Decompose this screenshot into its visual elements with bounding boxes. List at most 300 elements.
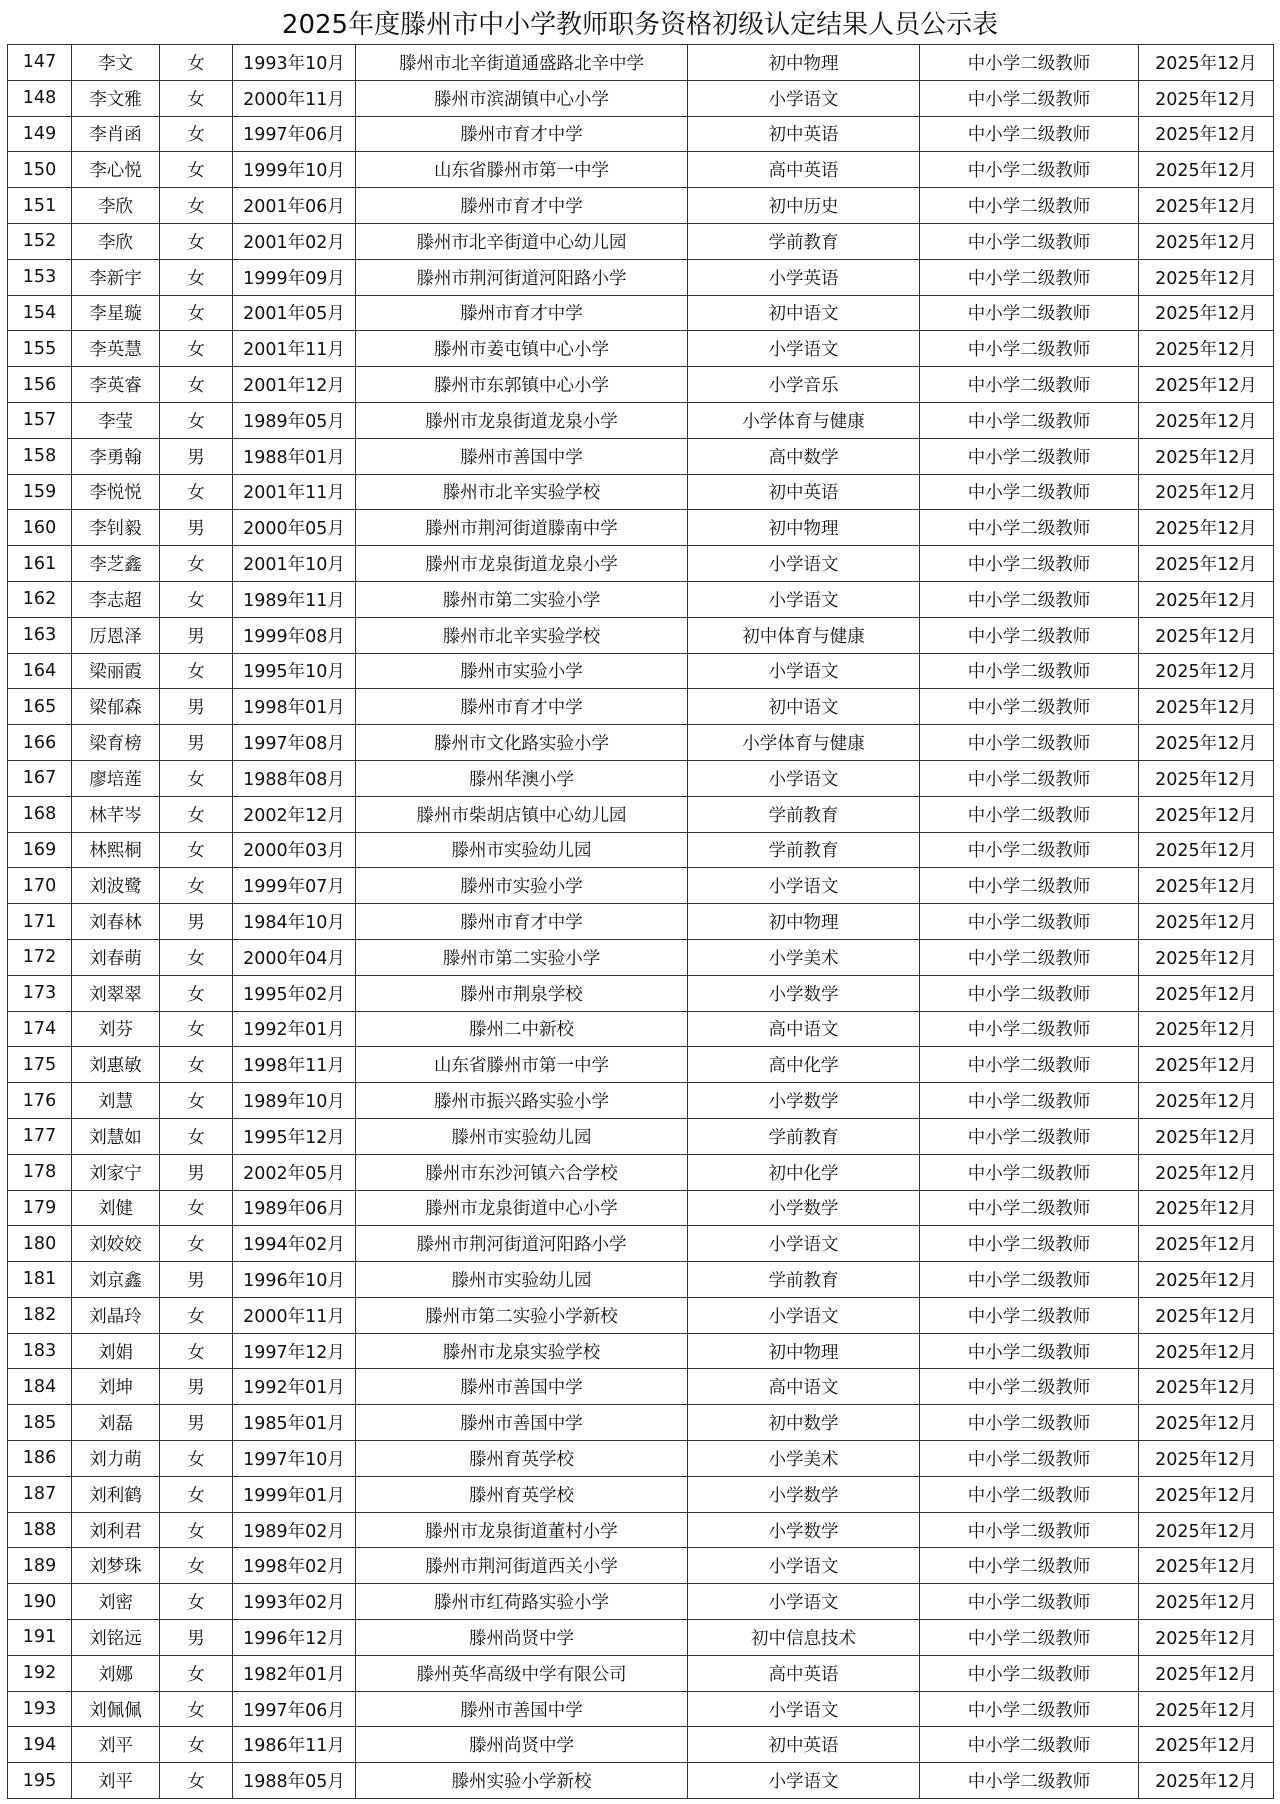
cell-gender: 女 — [160, 188, 233, 224]
cell-school: 山东省滕州市第一中学 — [356, 152, 688, 188]
cell-subject: 小学语文 — [688, 581, 920, 617]
cell-birth-date: 2001年11月 — [233, 331, 356, 367]
cell-index: 156 — [8, 367, 72, 403]
cell-title: 中小学二级教师 — [920, 1727, 1139, 1763]
cell-birth-date: 2000年05月 — [233, 510, 356, 546]
cell-date: 2025年12月 — [1139, 975, 1274, 1011]
cell-school: 滕州市育才中学 — [356, 116, 688, 152]
cell-name: 刘慧 — [72, 1083, 160, 1119]
cell-index: 168 — [8, 796, 72, 832]
cell-title: 中小学二级教师 — [920, 868, 1139, 904]
cell-school: 滕州市文化路实验小学 — [356, 725, 688, 761]
cell-name: 李新宇 — [72, 259, 160, 295]
cell-index: 148 — [8, 80, 72, 116]
cell-name: 刘利鹤 — [72, 1476, 160, 1512]
cell-name: 林熙桐 — [72, 832, 160, 868]
cell-title: 中小学二级教师 — [920, 653, 1139, 689]
cell-name: 厉恩泽 — [72, 617, 160, 653]
cell-gender: 男 — [160, 1405, 233, 1441]
cell-index: 181 — [8, 1262, 72, 1298]
cell-title: 中小学二级教师 — [920, 1333, 1139, 1369]
cell-date: 2025年12月 — [1139, 760, 1274, 796]
cell-birth-date: 1989年10月 — [233, 1083, 356, 1119]
cell-date: 2025年12月 — [1139, 1476, 1274, 1512]
cell-gender: 女 — [160, 1691, 233, 1727]
cell-subject: 小学音乐 — [688, 367, 920, 403]
cell-date: 2025年12月 — [1139, 402, 1274, 438]
cell-school: 滕州市实验小学 — [356, 868, 688, 904]
cell-birth-date: 1993年02月 — [233, 1584, 356, 1620]
cell-title: 中小学二级教师 — [920, 116, 1139, 152]
cell-subject: 高中语文 — [688, 1369, 920, 1405]
cell-gender: 女 — [160, 1118, 233, 1154]
cell-school: 滕州英华高级中学有限公司 — [356, 1655, 688, 1691]
cell-subject: 初中历史 — [688, 188, 920, 224]
cell-birth-date: 1999年01月 — [233, 1476, 356, 1512]
table-row — [8, 1011, 1274, 1047]
cell-subject: 小学语文 — [688, 1763, 920, 1799]
cell-index: 184 — [8, 1369, 72, 1405]
roster-table — [7, 44, 1274, 1799]
cell-index: 164 — [8, 653, 72, 689]
cell-birth-date: 1995年12月 — [233, 1118, 356, 1154]
cell-school: 滕州市龙泉街道龙泉小学 — [356, 402, 688, 438]
cell-school: 滕州市育才中学 — [356, 295, 688, 331]
table-row — [8, 1691, 1274, 1727]
cell-birth-date: 2000年11月 — [233, 1297, 356, 1333]
cell-index: 165 — [8, 689, 72, 725]
cell-date: 2025年12月 — [1139, 1333, 1274, 1369]
cell-index: 151 — [8, 188, 72, 224]
table-row — [8, 1083, 1274, 1119]
cell-index: 169 — [8, 832, 72, 868]
table-row — [8, 1727, 1274, 1763]
cell-index: 170 — [8, 868, 72, 904]
cell-gender: 女 — [160, 1441, 233, 1477]
cell-gender: 女 — [160, 152, 233, 188]
cell-gender: 男 — [160, 689, 233, 725]
cell-date: 2025年12月 — [1139, 45, 1274, 81]
cell-school: 滕州实验小学新校 — [356, 1763, 688, 1799]
cell-name: 梁郁森 — [72, 689, 160, 725]
table-row — [8, 152, 1274, 188]
cell-school: 滕州市北辛街道通盛路北辛中学 — [356, 45, 688, 81]
cell-birth-date: 1995年10月 — [233, 653, 356, 689]
cell-date: 2025年12月 — [1139, 1727, 1274, 1763]
table-row — [8, 546, 1274, 582]
cell-date: 2025年12月 — [1139, 546, 1274, 582]
cell-date: 2025年12月 — [1139, 725, 1274, 761]
cell-title: 中小学二级教师 — [920, 510, 1139, 546]
cell-gender: 女 — [160, 939, 233, 975]
cell-school: 滕州市第二实验小学新校 — [356, 1297, 688, 1333]
table-row — [8, 1190, 1274, 1226]
cell-name: 刘惠敏 — [72, 1047, 160, 1083]
cell-subject: 初中物理 — [688, 45, 920, 81]
cell-birth-date: 2000年04月 — [233, 939, 356, 975]
table-row — [8, 438, 1274, 474]
cell-index: 149 — [8, 116, 72, 152]
cell-title: 中小学二级教师 — [920, 1620, 1139, 1656]
cell-name: 李星璇 — [72, 295, 160, 331]
cell-index: 185 — [8, 1405, 72, 1441]
cell-subject: 学前教育 — [688, 223, 920, 259]
cell-date: 2025年12月 — [1139, 223, 1274, 259]
cell-date: 2025年12月 — [1139, 1083, 1274, 1119]
cell-date: 2025年12月 — [1139, 796, 1274, 832]
cell-date: 2025年12月 — [1139, 1548, 1274, 1584]
cell-subject: 初中体育与健康 — [688, 617, 920, 653]
cell-school: 滕州市实验幼儿园 — [356, 832, 688, 868]
cell-gender: 女 — [160, 975, 233, 1011]
cell-birth-date: 1997年06月 — [233, 116, 356, 152]
cell-title: 中小学二级教师 — [920, 259, 1139, 295]
cell-index: 159 — [8, 474, 72, 510]
cell-birth-date: 2001年06月 — [233, 188, 356, 224]
cell-school: 滕州市实验幼儿园 — [356, 1262, 688, 1298]
cell-date: 2025年12月 — [1139, 581, 1274, 617]
cell-subject: 初中英语 — [688, 474, 920, 510]
cell-school: 滕州市龙泉街道龙泉小学 — [356, 546, 688, 582]
cell-school: 滕州市实验幼儿园 — [356, 1118, 688, 1154]
cell-name: 梁育榜 — [72, 725, 160, 761]
table-row — [8, 331, 1274, 367]
cell-date: 2025年12月 — [1139, 1154, 1274, 1190]
cell-name: 刘芬 — [72, 1011, 160, 1047]
cell-name: 刘娟 — [72, 1333, 160, 1369]
cell-birth-date: 1997年12月 — [233, 1333, 356, 1369]
cell-index: 154 — [8, 295, 72, 331]
table-row — [8, 939, 1274, 975]
cell-gender: 女 — [160, 1190, 233, 1226]
cell-name: 梁丽霞 — [72, 653, 160, 689]
cell-subject: 小学语文 — [688, 1584, 920, 1620]
cell-birth-date: 1989年05月 — [233, 402, 356, 438]
cell-date: 2025年12月 — [1139, 474, 1274, 510]
cell-subject: 小学数学 — [688, 1190, 920, 1226]
cell-index: 173 — [8, 975, 72, 1011]
cell-title: 中小学二级教师 — [920, 402, 1139, 438]
cell-index: 160 — [8, 510, 72, 546]
cell-name: 刘春萌 — [72, 939, 160, 975]
cell-title: 中小学二级教师 — [920, 1441, 1139, 1477]
cell-date: 2025年12月 — [1139, 295, 1274, 331]
cell-gender: 男 — [160, 1154, 233, 1190]
cell-index: 147 — [8, 45, 72, 81]
cell-subject: 高中英语 — [688, 152, 920, 188]
table-row — [8, 295, 1274, 331]
cell-subject: 小学语文 — [688, 1691, 920, 1727]
cell-birth-date: 2001年05月 — [233, 295, 356, 331]
cell-date: 2025年12月 — [1139, 1226, 1274, 1262]
cell-date: 2025年12月 — [1139, 1297, 1274, 1333]
table-row — [8, 868, 1274, 904]
table-row — [8, 1226, 1274, 1262]
table-row — [8, 1047, 1274, 1083]
cell-school: 滕州市第二实验小学 — [356, 939, 688, 975]
cell-birth-date: 1999年08月 — [233, 617, 356, 653]
cell-title: 中小学二级教师 — [920, 1262, 1139, 1298]
cell-index: 175 — [8, 1047, 72, 1083]
cell-date: 2025年12月 — [1139, 939, 1274, 975]
cell-school: 滕州市龙泉街道中心小学 — [356, 1190, 688, 1226]
cell-school: 滕州市育才中学 — [356, 188, 688, 224]
roster-body — [8, 45, 1274, 1799]
cell-name: 李勇翰 — [72, 438, 160, 474]
cell-school: 滕州市龙泉实验学校 — [356, 1333, 688, 1369]
cell-date: 2025年12月 — [1139, 904, 1274, 940]
cell-index: 158 — [8, 438, 72, 474]
cell-date: 2025年12月 — [1139, 1763, 1274, 1799]
cell-name: 李芝鑫 — [72, 546, 160, 582]
cell-subject: 初中物理 — [688, 510, 920, 546]
cell-name: 刘利君 — [72, 1512, 160, 1548]
cell-subject: 初中数学 — [688, 1405, 920, 1441]
cell-title: 中小学二级教师 — [920, 1548, 1139, 1584]
cell-index: 167 — [8, 760, 72, 796]
cell-gender: 男 — [160, 1369, 233, 1405]
cell-index: 195 — [8, 1763, 72, 1799]
cell-title: 中小学二级教师 — [920, 1369, 1139, 1405]
cell-gender: 女 — [160, 1047, 233, 1083]
cell-name: 刘铭远 — [72, 1620, 160, 1656]
cell-gender: 女 — [160, 1763, 233, 1799]
cell-date: 2025年12月 — [1139, 1405, 1274, 1441]
cell-name: 李欣 — [72, 188, 160, 224]
cell-birth-date: 1988年01月 — [233, 438, 356, 474]
cell-index: 171 — [8, 904, 72, 940]
cell-date: 2025年12月 — [1139, 868, 1274, 904]
cell-title: 中小学二级教师 — [920, 546, 1139, 582]
cell-name: 刘翠翠 — [72, 975, 160, 1011]
cell-name: 李志超 — [72, 581, 160, 617]
cell-school: 滕州市荆河街道滕南中学 — [356, 510, 688, 546]
cell-date: 2025年12月 — [1139, 617, 1274, 653]
cell-subject: 高中英语 — [688, 1655, 920, 1691]
cell-title: 中小学二级教师 — [920, 223, 1139, 259]
cell-school: 滕州尚贤中学 — [356, 1620, 688, 1656]
cell-title: 中小学二级教师 — [920, 1512, 1139, 1548]
cell-title: 中小学二级教师 — [920, 367, 1139, 403]
cell-birth-date: 2002年05月 — [233, 1154, 356, 1190]
table-row — [8, 832, 1274, 868]
cell-name: 李欣 — [72, 223, 160, 259]
cell-birth-date: 2001年11月 — [233, 474, 356, 510]
table-row — [8, 1405, 1274, 1441]
cell-subject: 小学数学 — [688, 975, 920, 1011]
cell-name: 刘姣姣 — [72, 1226, 160, 1262]
cell-name: 李肖函 — [72, 116, 160, 152]
cell-gender: 女 — [160, 760, 233, 796]
cell-birth-date: 1992年01月 — [233, 1011, 356, 1047]
cell-school: 滕州华澳小学 — [356, 760, 688, 796]
cell-school: 滕州市实验小学 — [356, 653, 688, 689]
cell-birth-date: 1994年02月 — [233, 1226, 356, 1262]
cell-school: 滕州市姜屯镇中心小学 — [356, 331, 688, 367]
cell-gender: 女 — [160, 1333, 233, 1369]
cell-date: 2025年12月 — [1139, 1369, 1274, 1405]
cell-name: 李英睿 — [72, 367, 160, 403]
cell-name: 李钊毅 — [72, 510, 160, 546]
table-row — [8, 1548, 1274, 1584]
cell-date: 2025年12月 — [1139, 152, 1274, 188]
cell-school: 滕州市柴胡店镇中心幼儿园 — [356, 796, 688, 832]
cell-gender: 女 — [160, 223, 233, 259]
cell-date: 2025年12月 — [1139, 1691, 1274, 1727]
cell-school: 滕州市第二实验小学 — [356, 581, 688, 617]
cell-index: 163 — [8, 617, 72, 653]
cell-school: 滕州市北辛实验学校 — [356, 617, 688, 653]
cell-birth-date: 1993年10月 — [233, 45, 356, 81]
cell-title: 中小学二级教师 — [920, 1083, 1139, 1119]
cell-gender: 女 — [160, 331, 233, 367]
cell-title: 中小学二级教师 — [920, 474, 1139, 510]
table-row — [8, 474, 1274, 510]
cell-subject: 高中化学 — [688, 1047, 920, 1083]
cell-date: 2025年12月 — [1139, 832, 1274, 868]
table-row — [8, 653, 1274, 689]
cell-school: 滕州市荆泉学校 — [356, 975, 688, 1011]
cell-name: 李心悦 — [72, 152, 160, 188]
cell-name: 刘平 — [72, 1727, 160, 1763]
table-row — [8, 725, 1274, 761]
cell-subject: 学前教育 — [688, 1262, 920, 1298]
cell-birth-date: 1988年08月 — [233, 760, 356, 796]
table-row — [8, 1262, 1274, 1298]
cell-index: 161 — [8, 546, 72, 582]
cell-gender: 女 — [160, 868, 233, 904]
cell-birth-date: 1982年01月 — [233, 1655, 356, 1691]
cell-gender: 女 — [160, 402, 233, 438]
cell-school: 滕州市育才中学 — [356, 904, 688, 940]
cell-name: 刘平 — [72, 1763, 160, 1799]
cell-gender: 男 — [160, 725, 233, 761]
cell-birth-date: 1998年02月 — [233, 1548, 356, 1584]
document-title: 2025年度滕州市中小学教师职务资格初级认定结果人员公示表 — [281, 10, 999, 40]
cell-school: 滕州市红荷路实验小学 — [356, 1584, 688, 1620]
cell-gender: 女 — [160, 259, 233, 295]
cell-index: 162 — [8, 581, 72, 617]
cell-title: 中小学二级教师 — [920, 689, 1139, 725]
table-row — [8, 796, 1274, 832]
table-row — [8, 223, 1274, 259]
cell-name: 刘健 — [72, 1190, 160, 1226]
cell-name: 刘波鹭 — [72, 868, 160, 904]
cell-subject: 高中语文 — [688, 1011, 920, 1047]
cell-gender: 男 — [160, 510, 233, 546]
cell-subject: 初中语文 — [688, 689, 920, 725]
cell-gender: 女 — [160, 1226, 233, 1262]
cell-gender: 女 — [160, 80, 233, 116]
cell-title: 中小学二级教师 — [920, 760, 1139, 796]
cell-birth-date: 1989年02月 — [233, 1512, 356, 1548]
table-row — [8, 1297, 1274, 1333]
cell-title: 中小学二级教师 — [920, 617, 1139, 653]
cell-birth-date: 2001年02月 — [233, 223, 356, 259]
cell-title: 中小学二级教师 — [920, 1476, 1139, 1512]
cell-index: 176 — [8, 1083, 72, 1119]
cell-date: 2025年12月 — [1139, 1047, 1274, 1083]
cell-name: 刘佩佩 — [72, 1691, 160, 1727]
cell-index: 150 — [8, 152, 72, 188]
table-row — [8, 760, 1274, 796]
cell-title: 中小学二级教师 — [920, 45, 1139, 81]
cell-school: 滕州市龙泉街道董村小学 — [356, 1512, 688, 1548]
cell-subject: 小学数学 — [688, 1512, 920, 1548]
table-row — [8, 188, 1274, 224]
cell-name: 李悦悦 — [72, 474, 160, 510]
cell-birth-date: 2002年12月 — [233, 796, 356, 832]
cell-school: 滕州市东沙河镇六合学校 — [356, 1154, 688, 1190]
table-row — [8, 1655, 1274, 1691]
cell-birth-date: 1999年07月 — [233, 868, 356, 904]
cell-title: 中小学二级教师 — [920, 1118, 1139, 1154]
cell-date: 2025年12月 — [1139, 510, 1274, 546]
cell-date: 2025年12月 — [1139, 1262, 1274, 1298]
cell-index: 179 — [8, 1190, 72, 1226]
cell-name: 刘晶玲 — [72, 1297, 160, 1333]
cell-gender: 女 — [160, 1548, 233, 1584]
cell-name: 李文 — [72, 45, 160, 81]
cell-school: 山东省滕州市第一中学 — [356, 1047, 688, 1083]
cell-title: 中小学二级教师 — [920, 904, 1139, 940]
cell-subject: 小学体育与健康 — [688, 402, 920, 438]
cell-date: 2025年12月 — [1139, 1441, 1274, 1477]
cell-school: 滕州育英学校 — [356, 1441, 688, 1477]
cell-subject: 小学美术 — [688, 939, 920, 975]
cell-title: 中小学二级教师 — [920, 331, 1139, 367]
cell-gender: 女 — [160, 653, 233, 689]
cell-subject: 初中语文 — [688, 295, 920, 331]
cell-gender: 女 — [160, 1297, 233, 1333]
cell-school: 滕州市育才中学 — [356, 689, 688, 725]
cell-subject: 小学数学 — [688, 1083, 920, 1119]
cell-birth-date: 2000年11月 — [233, 80, 356, 116]
cell-school: 滕州市善国中学 — [356, 1369, 688, 1405]
table-row — [8, 402, 1274, 438]
cell-title: 中小学二级教师 — [920, 152, 1139, 188]
cell-index: 192 — [8, 1655, 72, 1691]
cell-index: 191 — [8, 1620, 72, 1656]
cell-name: 刘坤 — [72, 1369, 160, 1405]
cell-subject: 小学美术 — [688, 1441, 920, 1477]
cell-title: 中小学二级教师 — [920, 1763, 1139, 1799]
cell-gender: 女 — [160, 367, 233, 403]
cell-date: 2025年12月 — [1139, 1620, 1274, 1656]
cell-date: 2025年12月 — [1139, 653, 1274, 689]
cell-index: 155 — [8, 331, 72, 367]
cell-index: 183 — [8, 1333, 72, 1369]
cell-name: 刘力萌 — [72, 1441, 160, 1477]
cell-index: 188 — [8, 1512, 72, 1548]
cell-name: 廖培莲 — [72, 760, 160, 796]
cell-birth-date: 1989年06月 — [233, 1190, 356, 1226]
cell-title: 中小学二级教师 — [920, 832, 1139, 868]
cell-school: 滕州二中新校 — [356, 1011, 688, 1047]
cell-index: 177 — [8, 1118, 72, 1154]
cell-birth-date: 1995年02月 — [233, 975, 356, 1011]
table-row — [8, 80, 1274, 116]
cell-birth-date: 1998年11月 — [233, 1047, 356, 1083]
cell-birth-date: 1996年10月 — [233, 1262, 356, 1298]
cell-subject: 小学语文 — [688, 1548, 920, 1584]
cell-birth-date: 1984年10月 — [233, 904, 356, 940]
cell-date: 2025年12月 — [1139, 1512, 1274, 1548]
cell-birth-date: 1996年12月 — [233, 1620, 356, 1656]
cell-name: 刘梦珠 — [72, 1548, 160, 1584]
cell-school: 滕州市滨湖镇中心小学 — [356, 80, 688, 116]
cell-subject: 初中英语 — [688, 1727, 920, 1763]
